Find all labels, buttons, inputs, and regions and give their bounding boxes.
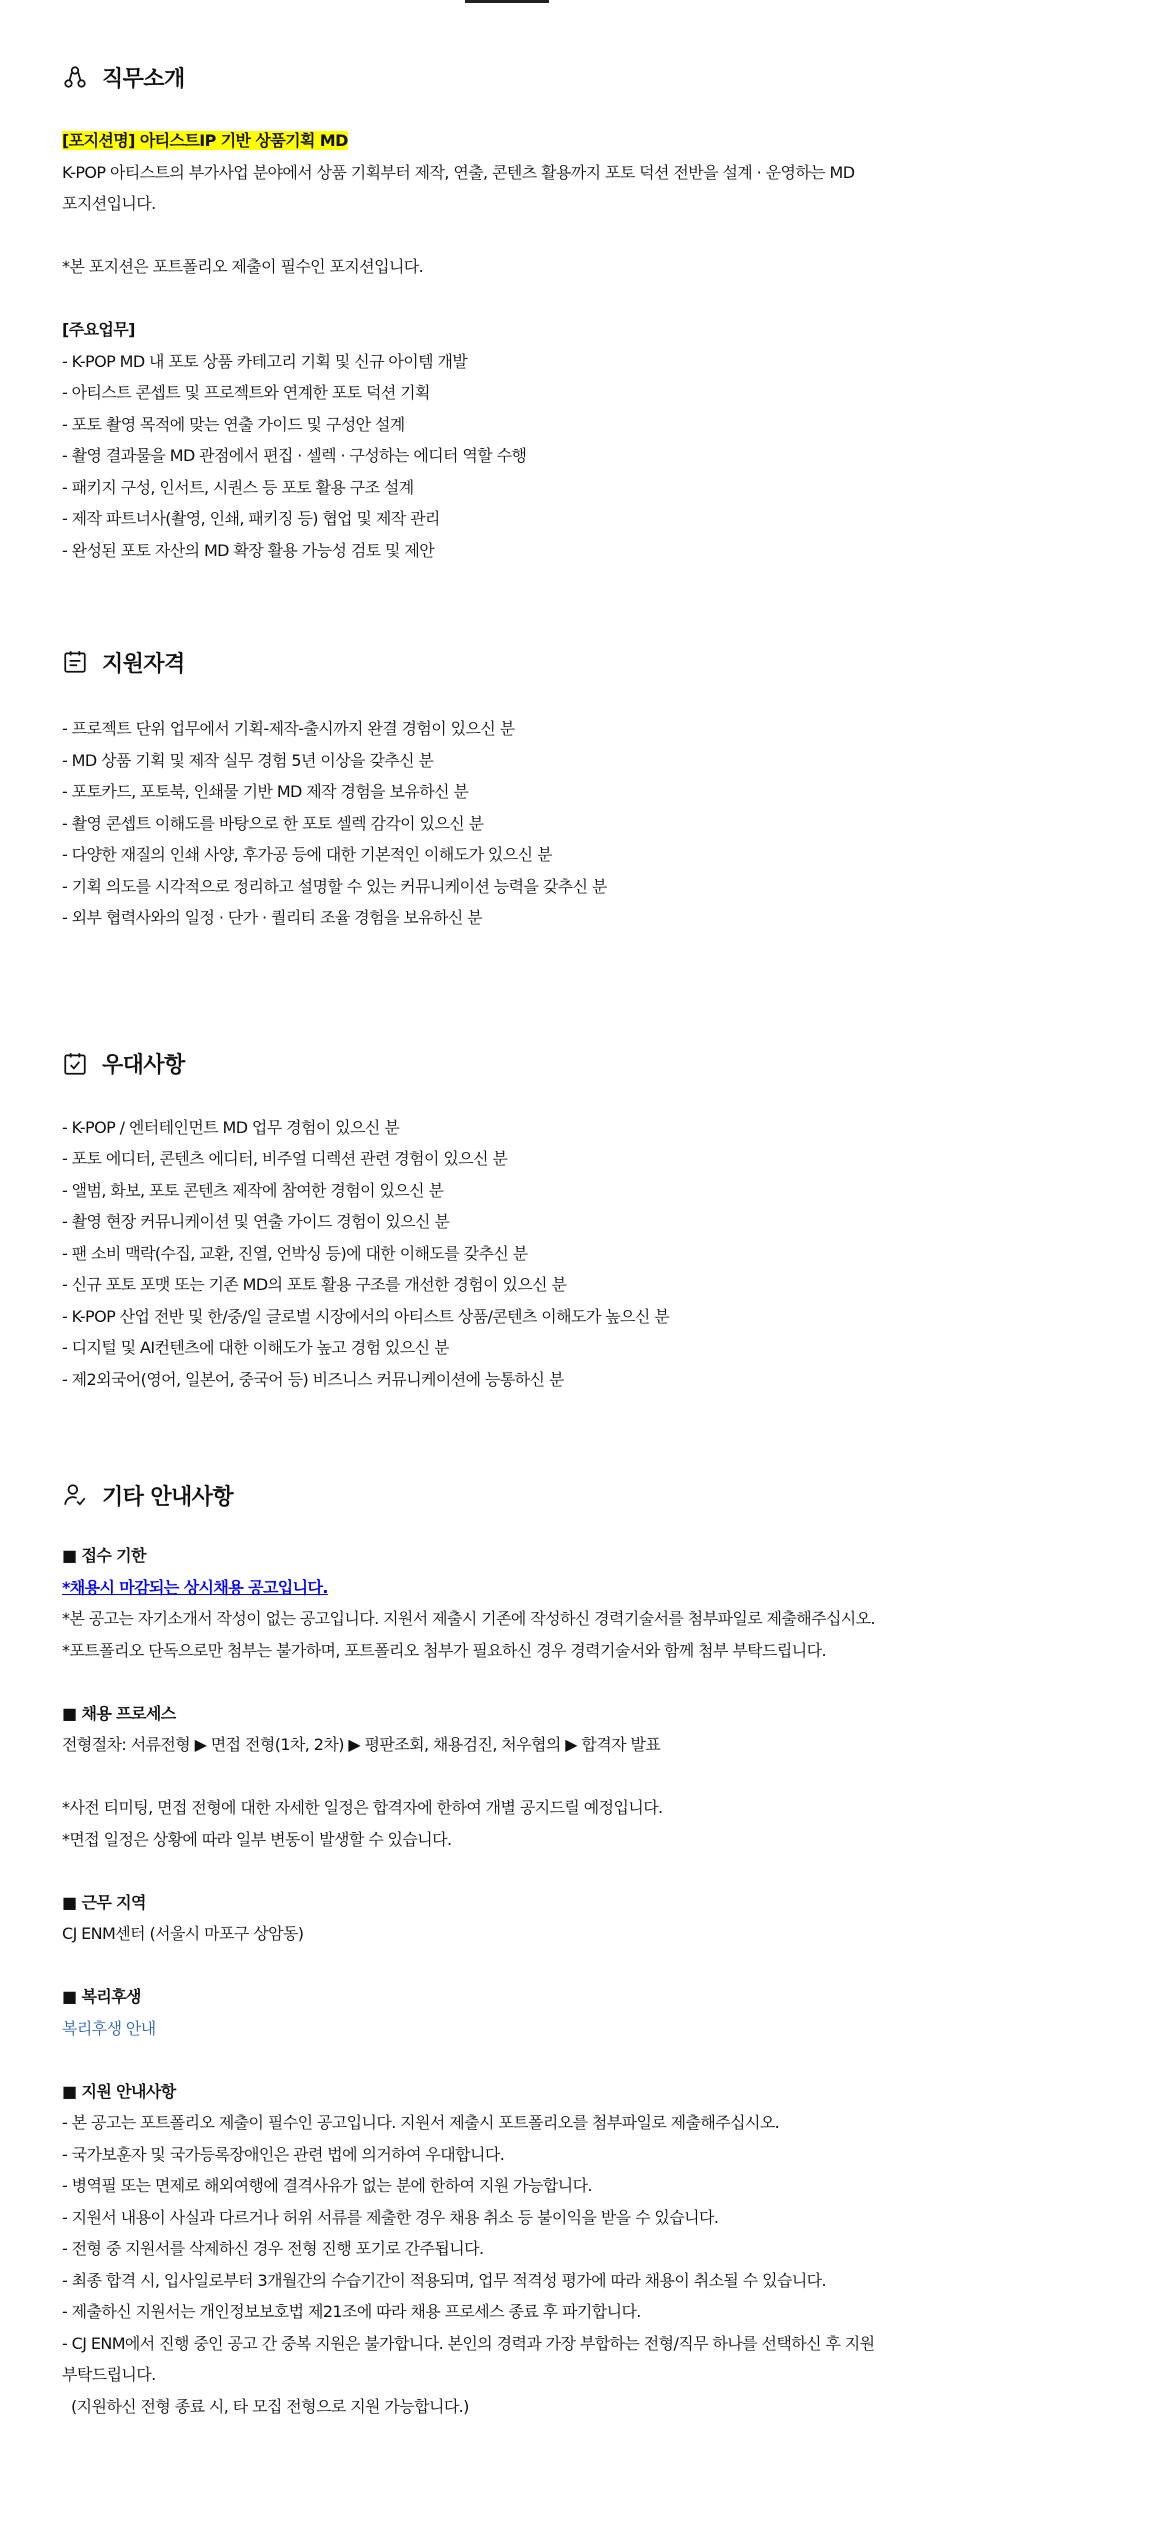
qualification-item: - 포토카드, 포토북, 인쇄물 기반 MD 제작 경험을 보유하신 분 (62, 782, 469, 801)
calendar-check-icon (62, 1051, 88, 1077)
guide-item: 부탁드립니다. (62, 2365, 156, 2384)
process-note: *면접 일정은 상황에 따라 일부 변동이 발생할 수 있습니다. (62, 1829, 452, 1849)
guide-item: - 지원서 내용이 사실과 다르거나 허위 서류를 제출한 경우 채용 취소 등 불이익을 받을 수 있습니다. (62, 2207, 719, 2227)
description-line: K-POP 아티스트의 부가사업 분야에서 상품 기획부터 제작, 연출, 콘텐츠 활용까지 포토 덕션 전반을 설계 · 운영하는 MD (62, 162, 855, 182)
guide-item: - 본 공고는 포트폴리오 제출이 필수인 공고입니다. 지원서 제출시 포트폴리오를 첨부파일로 제출해주십시오. (62, 2113, 780, 2132)
preferred-item: - 신규 포토 포맷 또는 기존 MD의 포토 활용 구조를 개선한 경험이 있으신 분 (62, 1275, 567, 1294)
portfolio-note: *본 포지션은 포트폴리오 제출이 필수인 포지션입니다. (62, 257, 424, 276)
description-line: 포지션입니다. (62, 194, 156, 213)
duties-heading: [주요업무] (62, 320, 135, 339)
position-name: [포지션명] 아티스트IP 기반 상품기획 MD (62, 131, 348, 150)
preferred-item: - 팬 소비 맥락(수집, 교환, 진열, 언박싱 등)에 대한 이해도를 갖추신 분 (62, 1243, 528, 1263)
qualification-item: - 다양한 재질의 인쇄 사양, 후가공 등에 대한 기본적인 이해도가 있으신 분 (62, 845, 552, 864)
section-title-other (62, 1475, 1102, 1515)
guide-item: - 병역필 또는 면제로 해외여행에 결격사유가 없는 분에 한하여 지원 가능합니다. (62, 2176, 592, 2195)
section-title-text: 우대사항 (102, 1053, 185, 1078)
guide-heading: ■ 지원 안내사항 (62, 2081, 176, 2101)
section-title-job-intro (62, 57, 1102, 97)
qualification-item: - 프로젝트 단위 업무에서 기획-제작-출시까지 완결 경험이 있으신 분 (62, 719, 515, 738)
preferred-item: - 포토 에디터, 콘텐츠 에디터, 비주얼 디렉션 관련 경험이 있으신 분 (62, 1149, 508, 1168)
always-open-link[interactable]: *채용시 마감되는 상시채용 공고입니다. (62, 1577, 328, 1597)
duty-item: - 촬영 결과물을 MD 관점에서 편집 · 셀렉 · 구성하는 에디터 역할 수행 (62, 446, 527, 465)
guide-item: - CJ ENM에서 진행 중인 공고 간 중복 지원은 불가합니다. 본인의 경력과 가장 부합하는 전형/직무 하나를 선택하신 후 지원 (62, 2333, 875, 2353)
process-note: *사전 티미팅, 면접 전형에 대한 자세한 일정은 합격자에 한하여 개별 공지드릴 예정입니다. (62, 1798, 663, 1817)
duty-item: - 아티스트 콘셉트 및 프로젝트와 연계한 포토 덕션 기획 (62, 383, 430, 402)
section-title-qualifications (62, 642, 1102, 682)
job-posting (62, 0, 1102, 2422)
team-icon (62, 64, 88, 90)
duty-item: - 제작 파트너사(촬영, 인쇄, 패키징 등) 협업 및 제작 관리 (62, 509, 440, 528)
guide-item: - 전형 중 지원서를 삭제하신 경우 전형 진행 포기로 간주됩니다. (62, 2239, 484, 2258)
duty-item: - 패키지 구성, 인서트, 시퀀스 등 포토 활용 구조 설계 (62, 477, 414, 497)
duty-item: - 완성된 포토 자산의 MD 확장 활용 가능성 검토 및 제안 (62, 540, 435, 560)
process-heading: ■ 채용 프로세스 (62, 1703, 176, 1723)
preferred-item: - 앨범, 화보, 포토 콘텐츠 제작에 참여한 경험이 있으신 분 (62, 1180, 444, 1200)
location-text: CJ ENM센터 (서울시 마포구 상암동) (62, 1924, 304, 1943)
qualification-item: - 촬영 콘셉트 이해도를 바탕으로 한 포토 셀렉 감각이 있으신 분 (62, 813, 484, 833)
preferred-item: - K-POP / 엔터테인먼트 MD 업무 경험이 있으신 분 (62, 1117, 400, 1137)
qualification-item: - 외부 협력사와의 일정 · 단가 · 퀄리티 조율 경험을 보유하신 분 (62, 908, 483, 927)
benefits-heading: ■ 복리후생 (62, 1987, 141, 2006)
deadline-heading: ■ 접수 기한 (62, 1546, 146, 1565)
qualification-item: - 기획 의도를 시각적으로 정리하고 설명할 수 있는 커뮤니케이션 능력을 갖추신 분 (62, 876, 607, 896)
user-check-icon (62, 1482, 88, 1508)
section-title-text: 기타 안내사항 (102, 1484, 233, 1510)
deadline-note: *포트폴리오 단독으로만 첨부는 불가하며, 포트폴리오 첨부가 필요하신 경우 경력기술서와 함께 첨부 부탁드립니다. (62, 1640, 826, 1660)
deadline-note: *본 공고는 자기소개서 작성이 없는 공고입니다. 지원서 제출시 기존에 작성하신 경력기술서를 첨부파일로 제출해주십시오. (62, 1609, 876, 1628)
guide-item: - 제출하신 지원서는 개인정보보호법 제21조에 따라 채용 프로세스 종료 후 파기합니다. (62, 2302, 641, 2321)
guide-item: - 최종 합격 시, 입사일로부터 3개월간의 수습기간이 적용되며, 업무 적격성 평가에 따라 채용이 취소될 수 있습니다. (62, 2270, 827, 2290)
guide-item: (지원하신 전형 종료 시, 타 모집 전형으로 지원 가능합니다.) (62, 2396, 469, 2416)
section-title-preferred (62, 1044, 1102, 1084)
duty-item: - K-POP MD 내 포토 상품 카테고리 기획 및 신규 아이템 개발 (62, 351, 468, 371)
location-heading: ■ 근무 지역 (62, 1892, 146, 1912)
preferred-item: - 제2외국어(영어, 일본어, 중국어 등) 비즈니스 커뮤니케이션에 능통하신 분 (62, 1369, 564, 1389)
preferred-item: - K-POP 산업 전반 및 한/중/일 글로벌 시장에서의 아티스트 상품/콘텐츠 이해도가 높으신 분 (62, 1306, 670, 1326)
duty-item: - 포토 촬영 목적에 맞는 연출 가이드 및 구성안 설계 (62, 414, 405, 434)
preferred-item: - 촬영 현장 커뮤니케이션 및 연출 가이드 경험이 있으신 분 (62, 1212, 450, 1231)
section-title-text: 직무소개 (102, 66, 185, 92)
process-steps: 전형절차: 서류전형 ▶ 면접 전형(1차, 2차) ▶ 평판조회, 채용검진, 처우협의 ▶ 합격자 발표 (62, 1735, 661, 1754)
preferred-item: - 디지털 및 AI컨텐츠에 대한 이해도가 높고 경험 있으신 분 (62, 1338, 449, 1357)
benefits-link[interactable]: 복리후생 안내 (62, 2018, 156, 2038)
section-title-text: 지원자격 (102, 651, 185, 677)
calendar-list-icon (62, 649, 88, 675)
guide-item: - 국가보훈자 및 국가등록장애인은 관련 법에 의거하여 우대합니다. (62, 2144, 505, 2164)
qualification-item: - MD 상품 기획 및 제작 실무 경험 5년 이상을 갖추신 분 (62, 750, 434, 770)
